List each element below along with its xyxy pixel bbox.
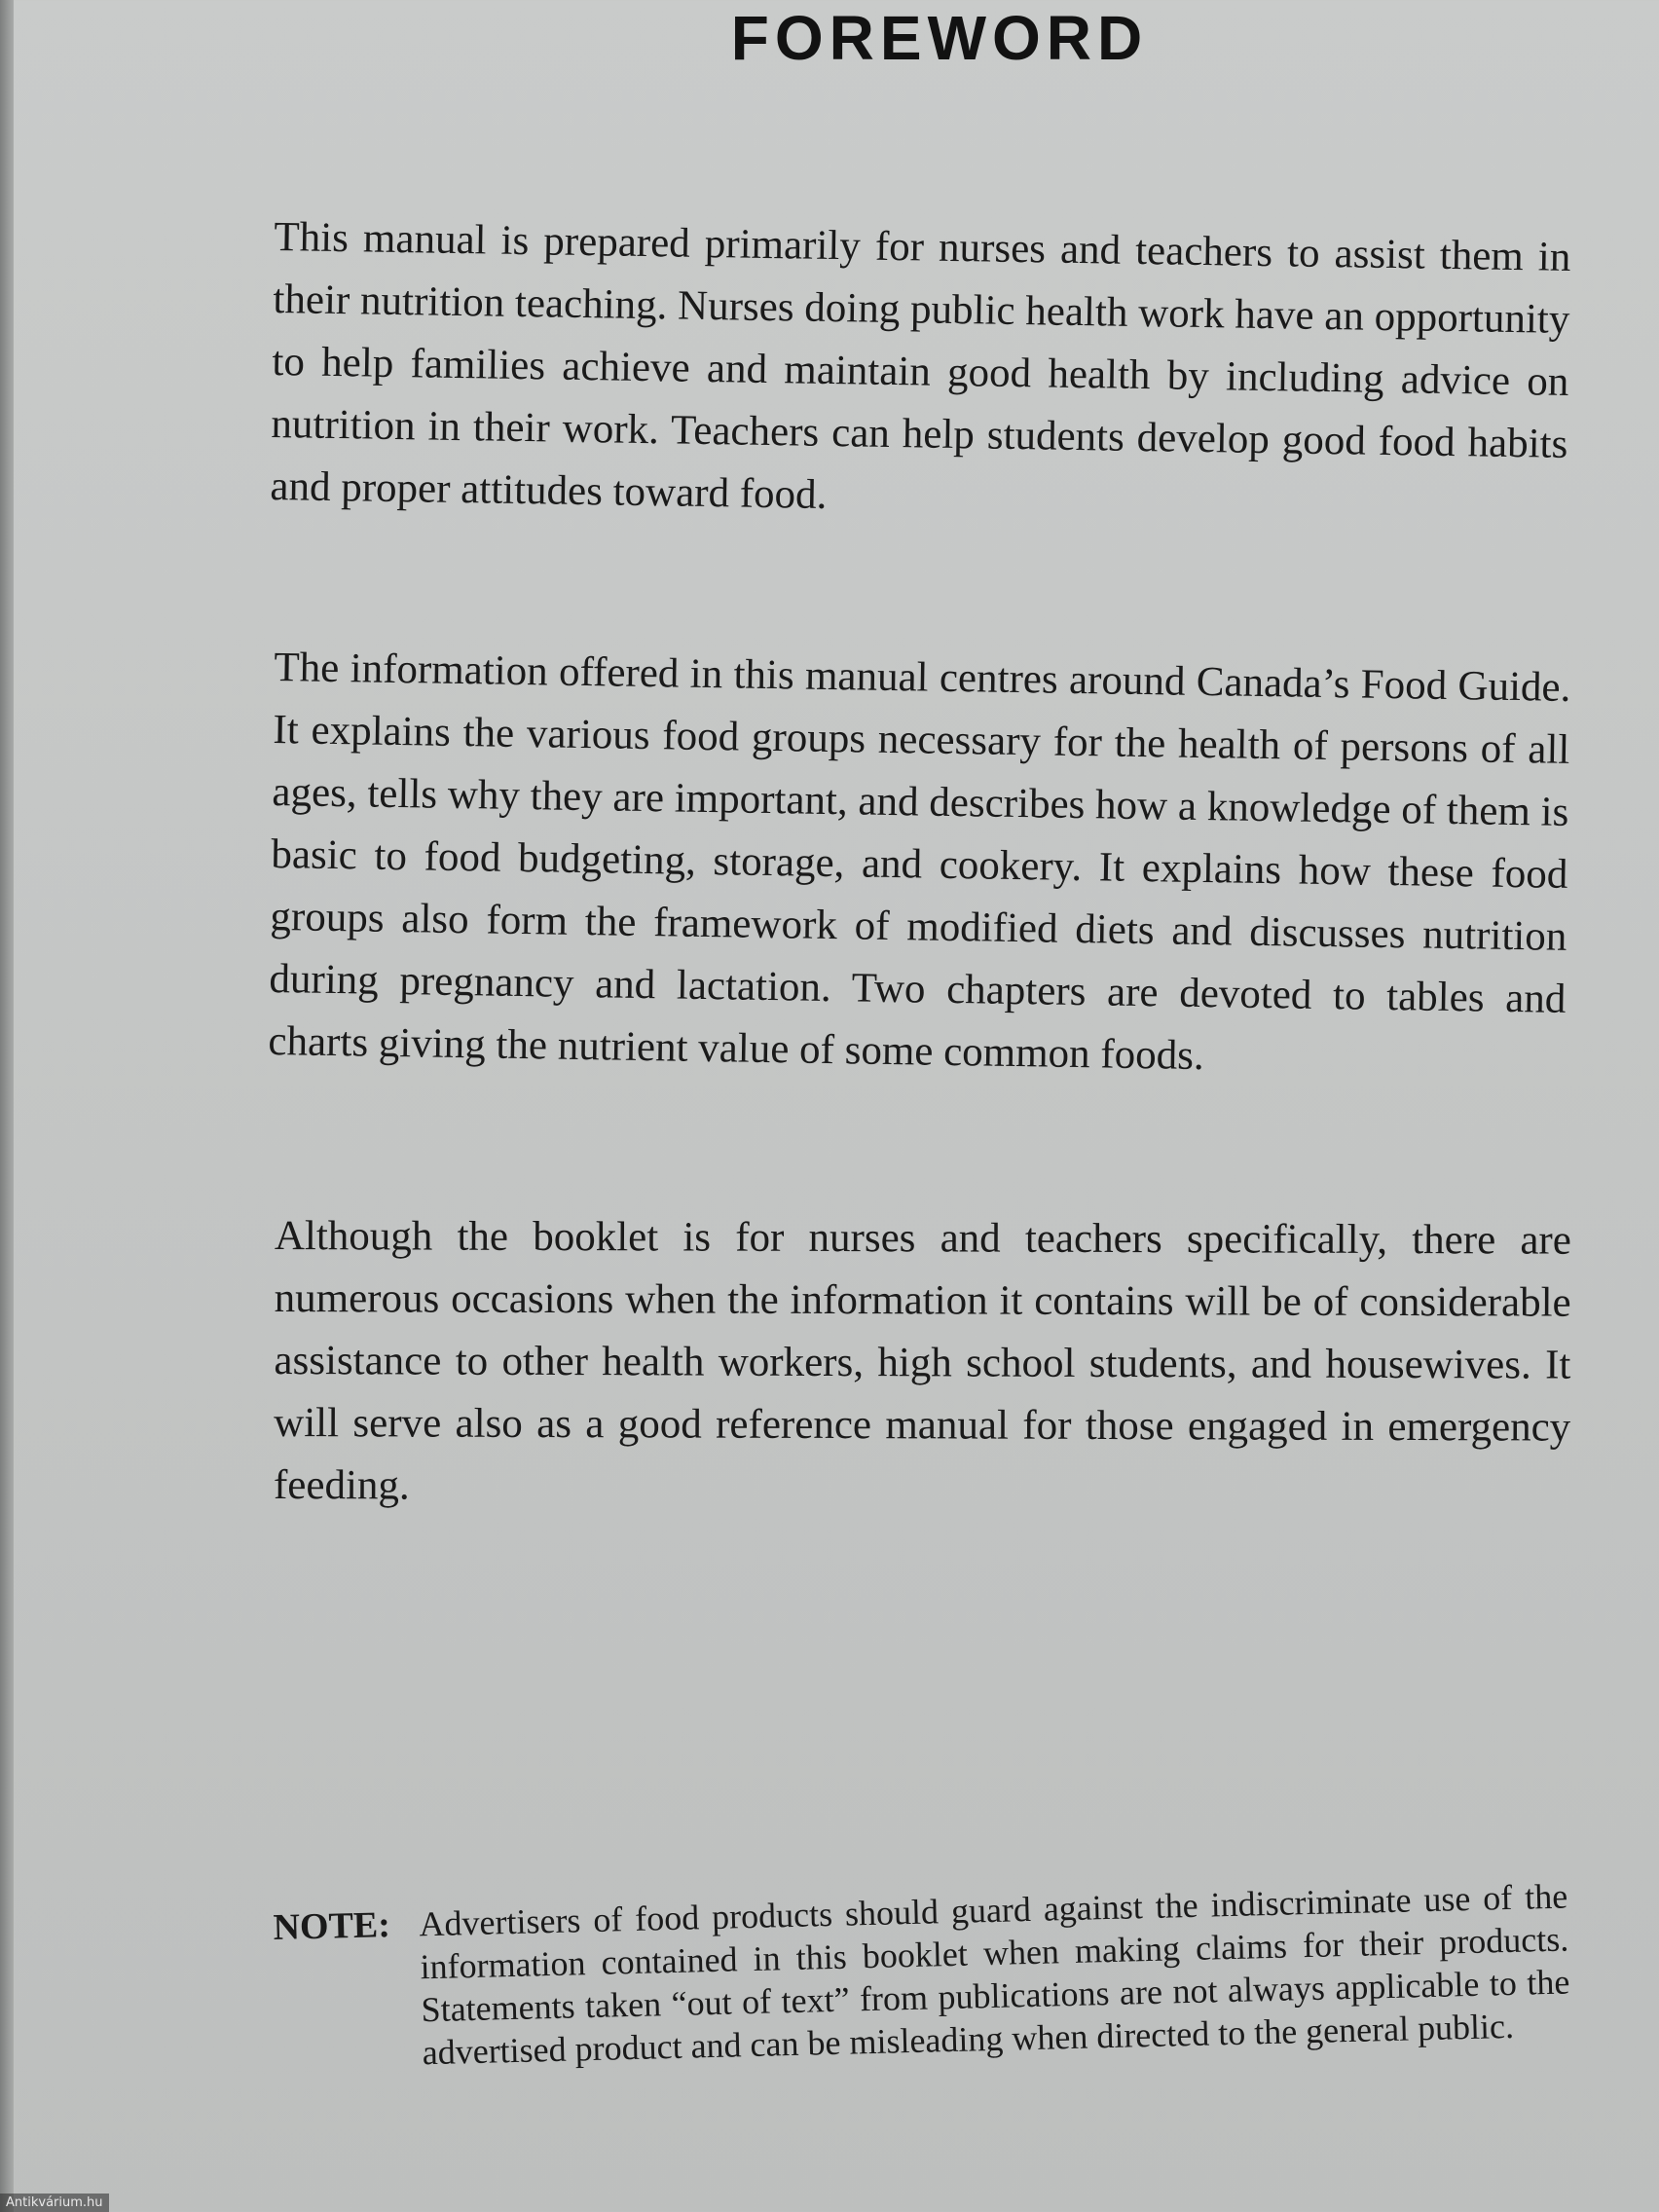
page-title: FOREWORD (730, 3, 1149, 73)
paragraph-food-guide: The information offered in this manual centres around Canada’s Food Guide. It explains the various food groups necessary for the health of persons of all ages, tells why they are important, and describes how a knowledge of them is basic to food budgeting, storage, and cookery. It explains how these food groups also form the framework of modified diets and discusses nutrition during pregnancy and lactation. Two chapters are devoted to tables and charts giving the nutrient value of some common foods. (268, 644, 1571, 1080)
paragraph-audience: Although the booklet is for nurses and teachers specifically, there are numerous occasions when the information it contains will be of considerable assistance to other health workers, high school students, and housewives. It will serve also as a good reference manual for those engaged in emergency feeding. (273, 1213, 1571, 1509)
page-binding-edge (0, 0, 14, 2212)
note-text: Advertisers of food products should guard against the indiscriminate use of the information contained in this booklet when making claims for their products. Statements taken “out of text” from publications are not always applicable to the advertised product and can be misleading when directed to the general public. (419, 1876, 1570, 2073)
note-label: NOTE: (273, 1904, 391, 1948)
paragraph-intro: This manual is prepared primarily for nurses and teachers to assist them in their nutrition teaching. Nurses doing public health work have an opportunity to help families achieve and maintain good health by including advice on nutrition in their work. Teachers can help students develop good food habits and proper attitudes toward food. (270, 213, 1571, 518)
advertiser-note (273, 1875, 1571, 2078)
watermark: Antikvárium.hu (0, 2194, 109, 2212)
